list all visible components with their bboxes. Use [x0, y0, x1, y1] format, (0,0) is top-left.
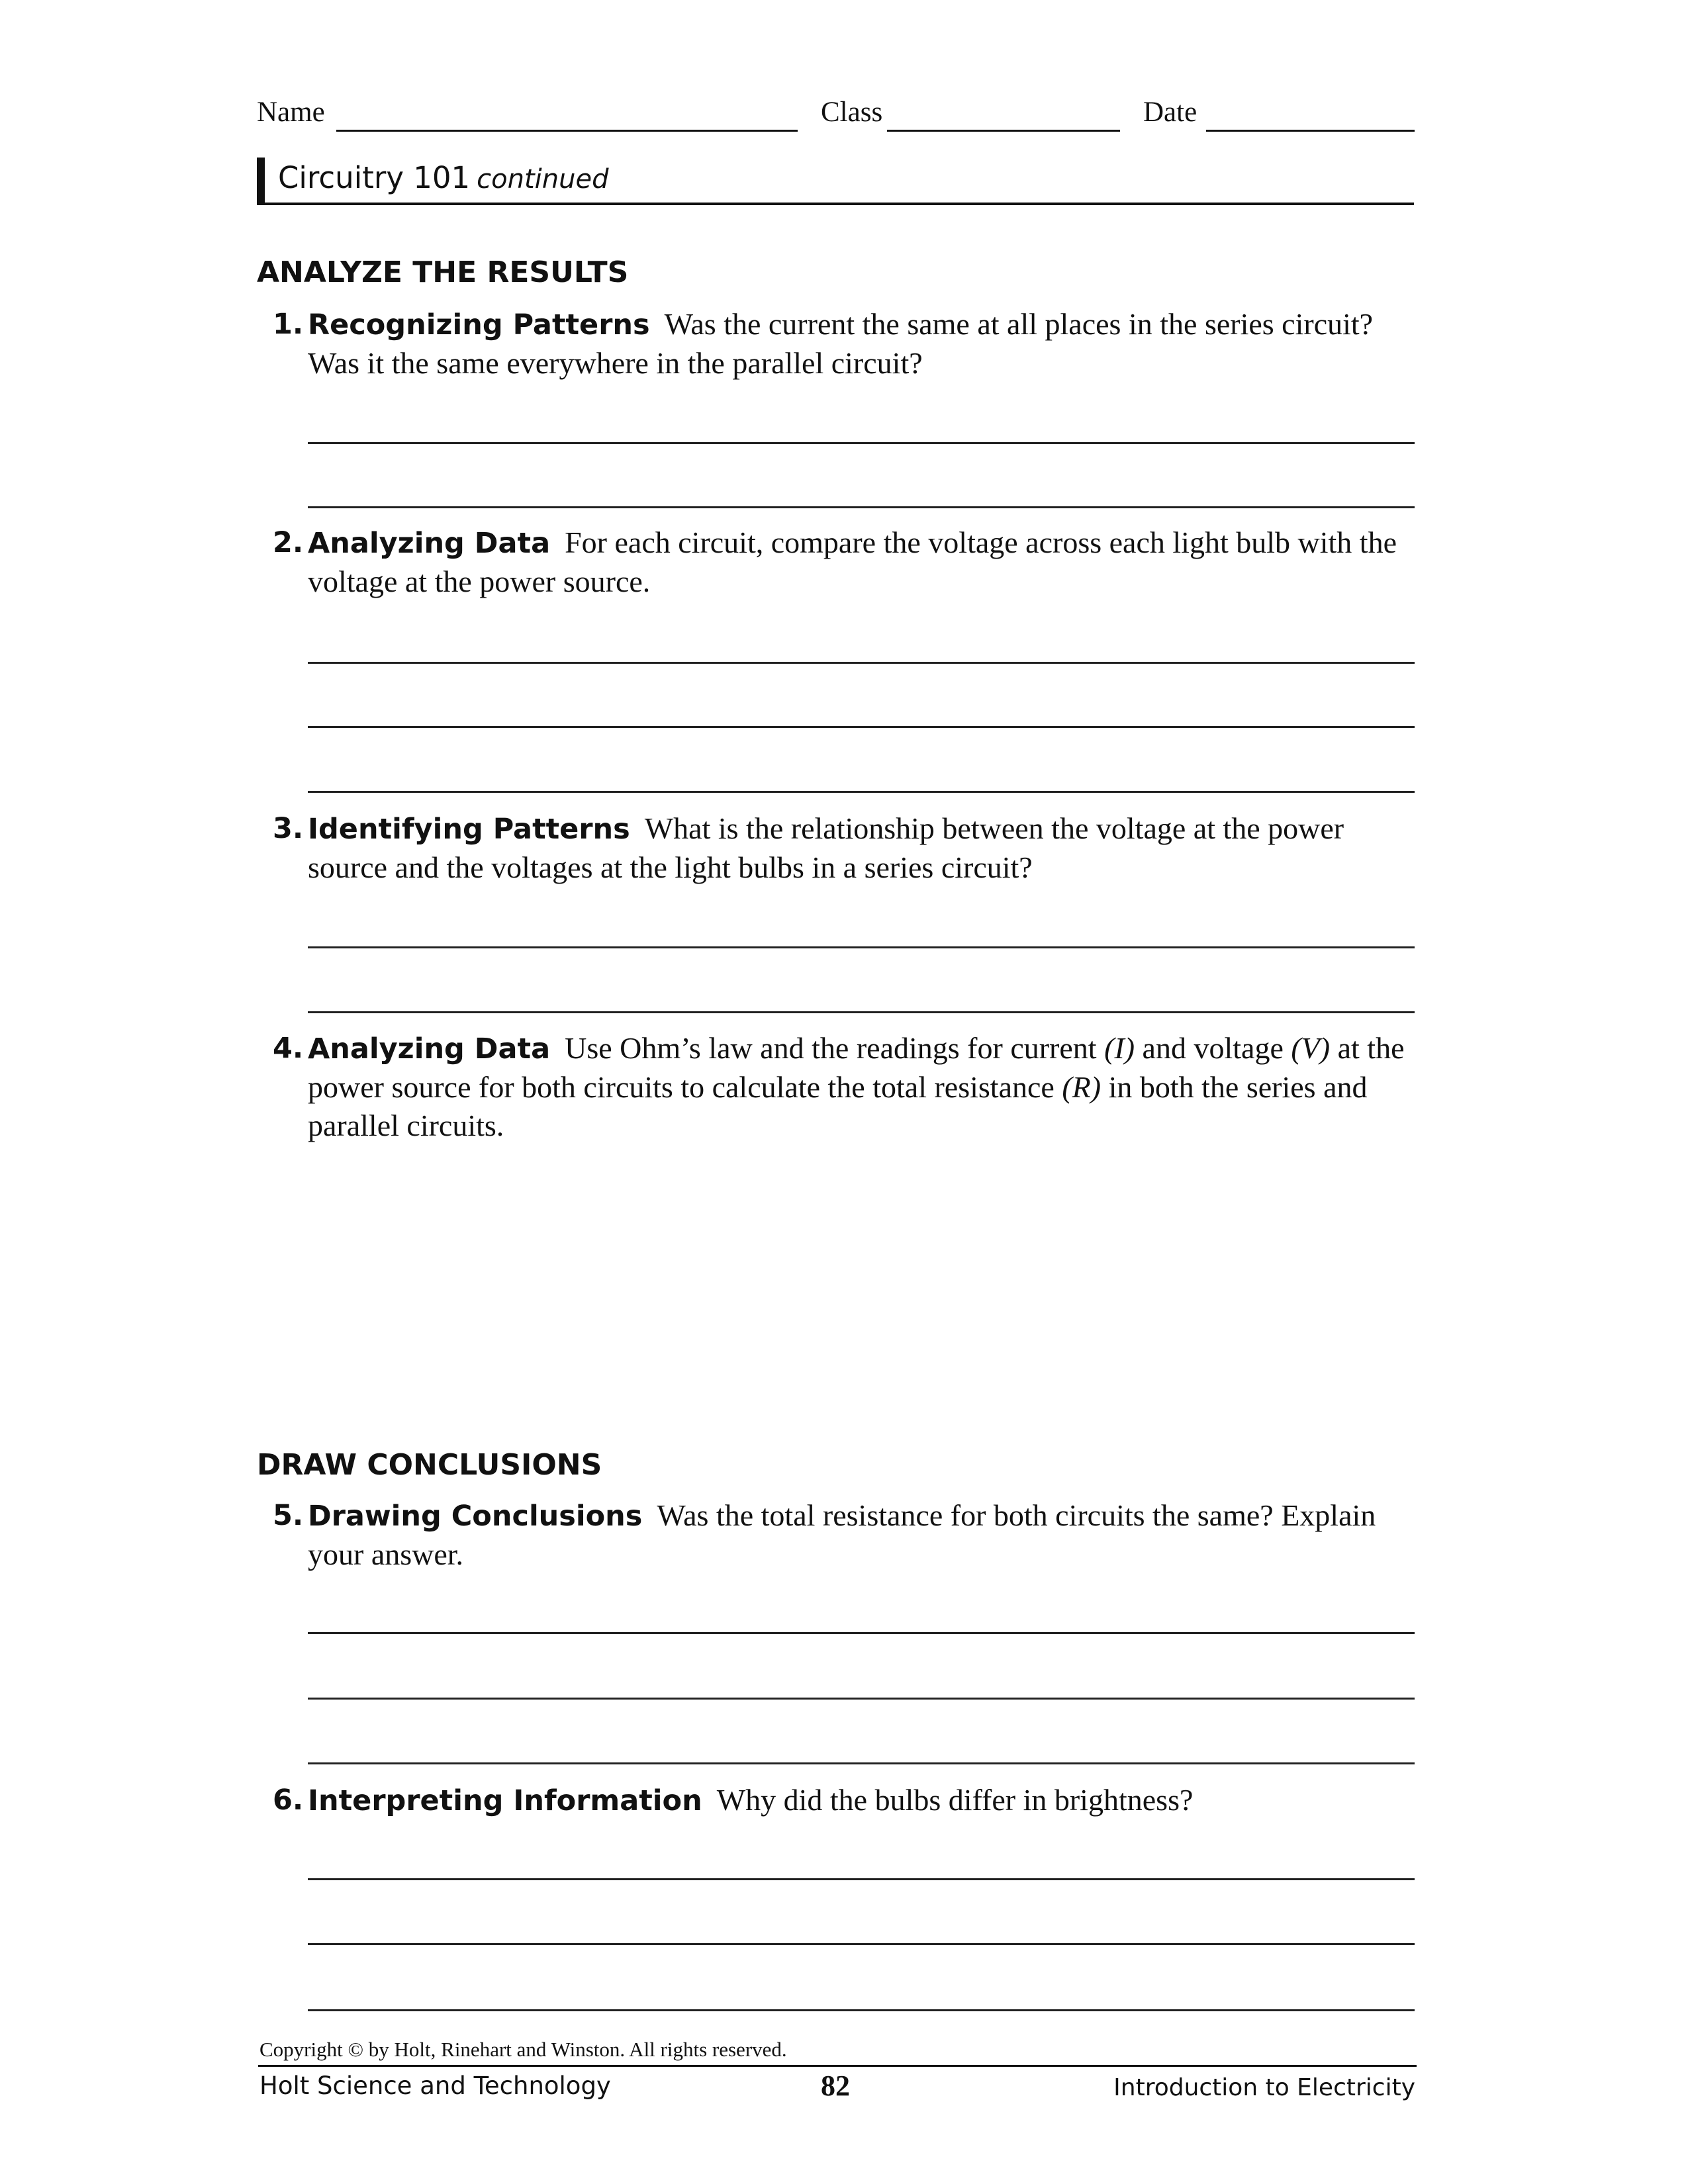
footer-book-title: Holt Science and Technology [259, 2071, 611, 2100]
question-text: Was the total resistance for both circuits the same? Explain your answer. [308, 1498, 1376, 1571]
answer-line[interactable] [308, 1698, 1415, 1700]
question-heading: Interpreting Information [308, 1784, 702, 1817]
question-number: 5. [273, 1499, 304, 1532]
question-text: at the power source for both circuits to calculate the total resistance [308, 1031, 1405, 1104]
answer-line[interactable] [308, 1762, 1415, 1764]
question-text: and voltage [1142, 1031, 1284, 1065]
question-heading: Identifying Patterns [308, 813, 630, 846]
answer-line[interactable] [308, 1943, 1415, 1945]
date-field[interactable] [1206, 130, 1415, 132]
name-field[interactable] [336, 130, 798, 132]
question-heading: Recognizing Patterns [308, 308, 650, 341]
question-6 [273, 1781, 1415, 1820]
answer-line[interactable] [308, 791, 1415, 793]
footer-chapter-title: Introduction to Electricity [1113, 2074, 1415, 2101]
question-text: For each circuit, compare the voltage across each light bulb with the voltage at the power source. [308, 525, 1397, 598]
variable-resistance: (R) [1062, 1070, 1102, 1104]
question-heading: Drawing Conclusions [308, 1500, 643, 1533]
answer-line[interactable] [308, 946, 1415, 948]
answer-line[interactable] [308, 2009, 1415, 2011]
question-text: What is the relationship between the voltage at the power source and the voltages at the light bulbs in a series circuit? [308, 811, 1344, 884]
answer-line[interactable] [308, 1878, 1415, 1880]
section-heading-analyze: ANALYZE THE RESULTS [257, 255, 629, 289]
answer-line[interactable] [308, 1632, 1415, 1634]
answer-line[interactable] [308, 1011, 1415, 1013]
date-label: Date [1143, 97, 1197, 128]
question-5 [273, 1496, 1415, 1574]
answer-line[interactable] [308, 506, 1415, 508]
question-heading: Analyzing Data [308, 1032, 551, 1066]
answer-line[interactable] [308, 442, 1415, 444]
question-3 [273, 809, 1415, 887]
question-number: 4. [273, 1032, 304, 1065]
question-text: Was the current the same at all places in the series circuit? Was it the same everywhere in the parallel circuit? [308, 307, 1374, 380]
question-number: 2. [273, 526, 304, 559]
title-accent-bar [257, 158, 265, 203]
title-bar [257, 156, 1414, 205]
footer-divider [258, 2065, 1417, 2067]
question-2 [273, 523, 1415, 601]
question-number: 1. [273, 308, 304, 341]
class-label: Class [821, 97, 883, 128]
question-text: in both the series and parallel circuits. [308, 1070, 1368, 1142]
page-number: 82 [821, 2070, 850, 2102]
answer-line[interactable] [308, 726, 1415, 728]
answer-line[interactable] [308, 662, 1415, 664]
question-text: Why did the bulbs differ in brightness? [716, 1783, 1194, 1817]
question-4 [273, 1029, 1415, 1145]
page-title [278, 160, 609, 196]
class-field[interactable] [887, 130, 1120, 132]
question-heading: Analyzing Data [308, 527, 551, 560]
question-number: 6. [273, 1784, 304, 1817]
question-1 [273, 305, 1415, 383]
variable-voltage: (V) [1291, 1031, 1331, 1065]
title-main: Circuitry 101 [278, 160, 471, 195]
name-label: Name [257, 97, 325, 128]
section-heading-conclusions: DRAW CONCLUSIONS [257, 1448, 602, 1482]
variable-current: (I) [1104, 1031, 1135, 1065]
copyright-notice: Copyright © by Holt, Rinehart and Winston. All rights reserved. [259, 2038, 787, 2061]
title-suffix: continued [477, 164, 609, 195]
question-number: 3. [273, 812, 304, 845]
question-text: Use Ohm’s law and the readings for current [565, 1031, 1097, 1065]
